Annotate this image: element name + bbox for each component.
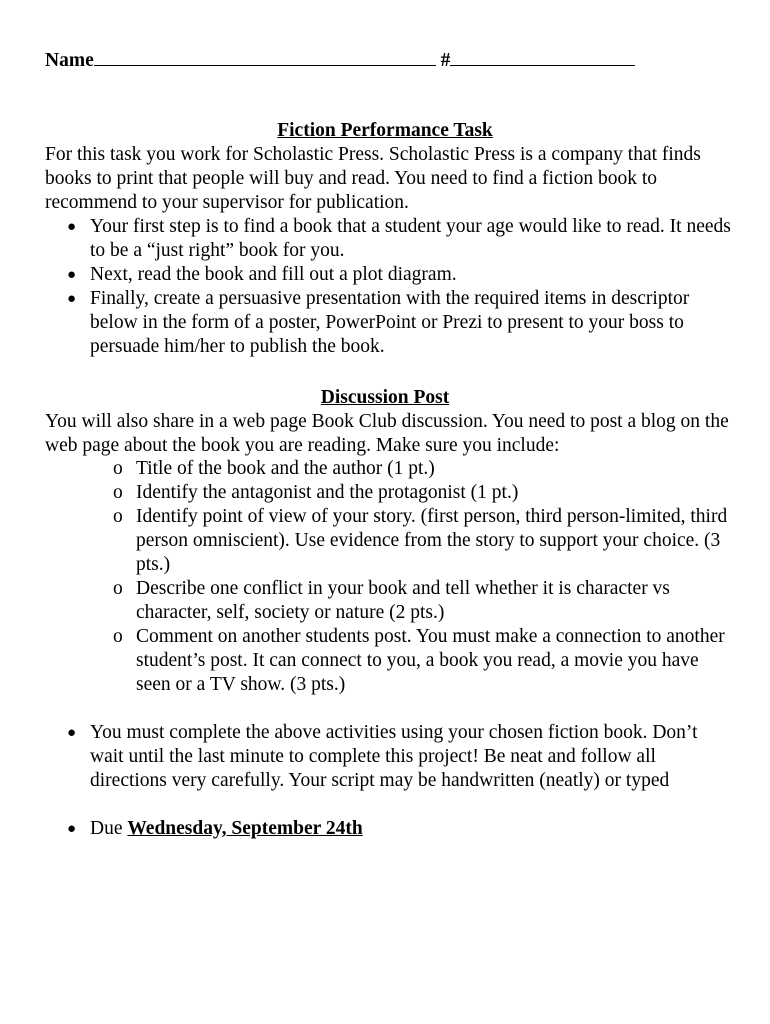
discussion-item-text: Identify the antagonist and the protagonist (1 pt.) <box>136 482 519 503</box>
bullet-icon: ● <box>67 219 77 235</box>
discussion-item-list <box>45 457 735 697</box>
task-bullet-text: Next, read the book and fill out a plot diagram. <box>90 264 457 285</box>
discussion-item-text: Title of the book and the author (1 pt.) <box>136 458 435 479</box>
task-bullet-text: Your first step is to find a book that a student your age would like to read. It needs to be a “just right” book for you. <box>90 216 731 261</box>
circle-bullet-icon: o <box>113 506 123 527</box>
discussion-intro: You will also share in a web page Book Club discussion. You need to post a blog on the web page about the book you are reading. Make sure you include: <box>45 411 729 456</box>
closing-note-text: You must complete the above activities using your chosen fiction book. Don’t wait until the last minute to complete this project! Be neat and follow all directions very carefully. Your script may be handwritten (neatly) or typed <box>90 722 698 791</box>
list-item <box>45 215 735 263</box>
task-bullet-text: Finally, create a persuasive presentation with the required items in descriptor below in the form of a poster, PowerPoint or Prezi to present to your boss to persuade him/her to publish the book. <box>90 288 690 357</box>
due-date-list <box>45 817 735 841</box>
discussion-item-text: Identify point of view of your story. (first person, third person-limited, third person omniscient). Use evidence from the story to support your choice. (3 pts.) <box>136 506 728 575</box>
list-item <box>45 481 735 505</box>
list-item <box>45 721 735 793</box>
bullet-icon: ● <box>67 291 77 307</box>
circle-bullet-icon: o <box>113 458 123 479</box>
list-item <box>45 505 735 577</box>
circle-bullet-icon: o <box>113 578 123 599</box>
due-date: Wednesday, September 24th <box>127 818 363 839</box>
name-number-header <box>45 47 635 73</box>
list-item <box>45 287 735 359</box>
closing-note-list <box>45 721 735 793</box>
circle-bullet-icon: o <box>113 482 123 503</box>
bullet-icon: ● <box>67 267 77 283</box>
discussion-item-text: Comment on another students post. You must make a connection to another student’s post. It can connect to you, a book you read, a movie you have seen or a TV show. (3 pts.) <box>136 626 725 695</box>
bullet-icon: ● <box>67 821 77 837</box>
list-item <box>45 263 735 287</box>
circle-bullet-icon: o <box>113 626 123 647</box>
name-blank[interactable] <box>94 47 436 66</box>
list-item <box>45 625 735 697</box>
task-bullet-list <box>45 215 735 359</box>
list-item <box>45 577 735 625</box>
task-intro: For this task you work for Scholastic Press. Scholastic Press is a company that finds books to print that people will buy and read. You need to find a fiction book to recommend to your supervisor for publication. <box>45 144 701 213</box>
list-item <box>45 817 735 841</box>
number-label: # <box>440 50 451 71</box>
number-blank[interactable] <box>450 47 635 66</box>
discussion-item-text: Describe one conflict in your book and tell whether it is character vs character, self, society or nature (2 pts.) <box>136 578 670 623</box>
discussion-title: Discussion Post <box>320 387 450 408</box>
list-item <box>45 457 735 481</box>
name-label: Name <box>45 50 94 71</box>
bullet-icon: ● <box>67 725 77 741</box>
task-title: Fiction Performance Task <box>277 120 493 141</box>
due-label: Due <box>90 818 123 839</box>
